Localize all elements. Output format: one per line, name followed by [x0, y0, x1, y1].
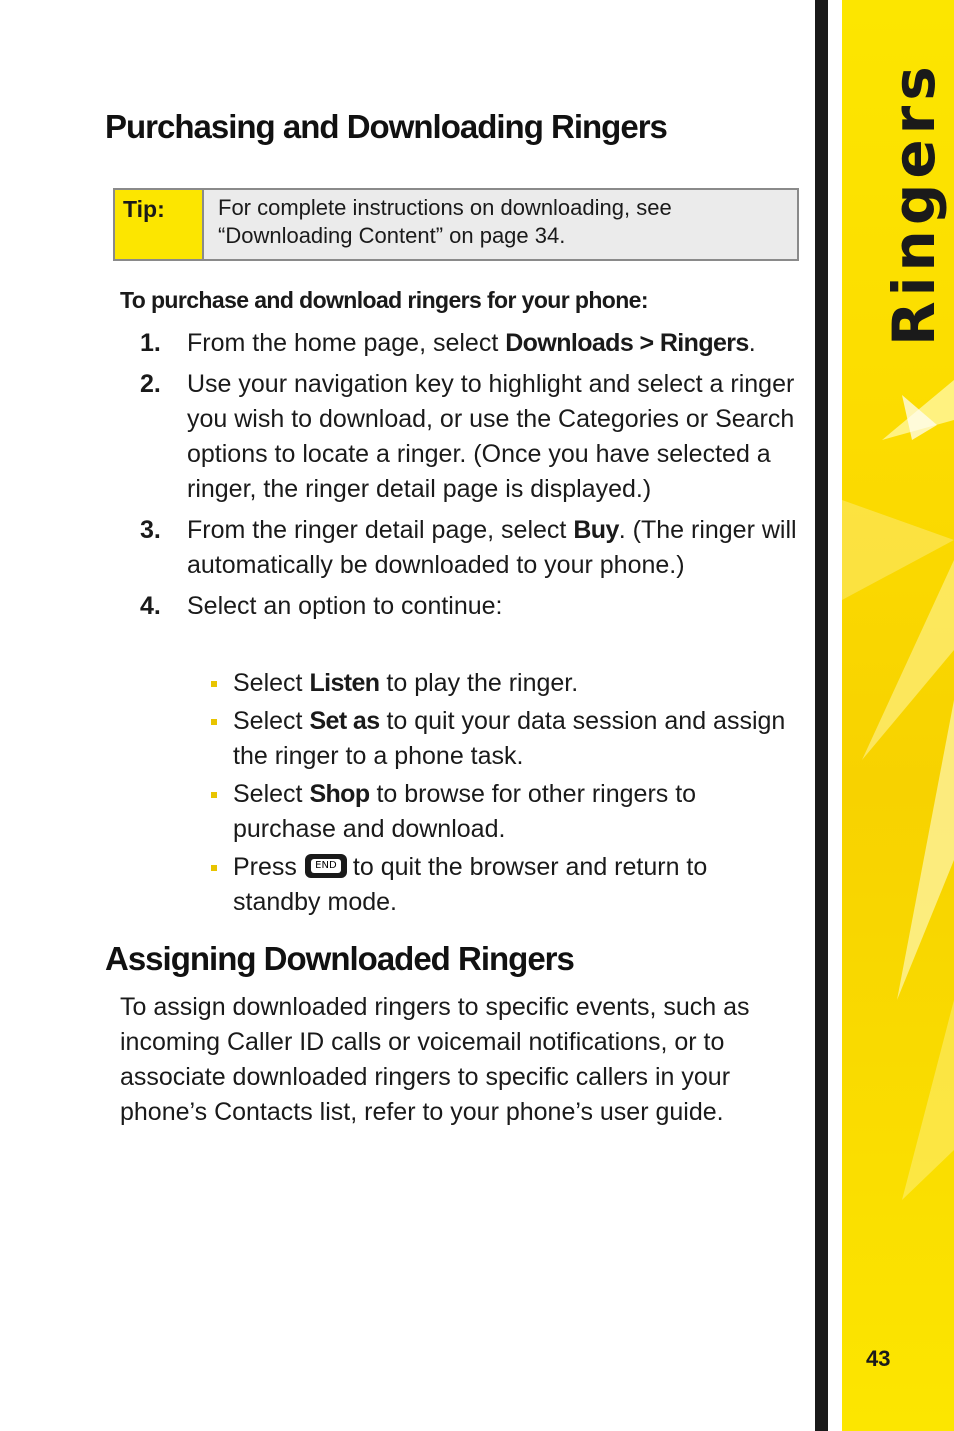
step-number: 4. — [140, 592, 161, 620]
list-item: Select Set as to quit your data session and assign the ringer to a phone task. — [208, 704, 798, 774]
step-number: 3. — [140, 516, 161, 544]
step-number: 2. — [140, 370, 161, 398]
option-name: Set as — [309, 707, 380, 735]
tip-label: Tip: — [115, 190, 204, 259]
step-text: From the ringer detail page, select Buy. (The ringer will automatically be downloaded to your phone.) — [187, 516, 797, 579]
step-item — [140, 513, 800, 583]
end-key-icon: END — [305, 854, 347, 878]
section-heading-purchasing: Purchasing and Downloading Ringers — [105, 108, 667, 145]
list-item: Select Listen to play the ringer. — [208, 666, 798, 701]
step-number: 1. — [140, 329, 161, 357]
procedure-title: To purchase and download ringers for your phone: — [120, 287, 648, 313]
square-bullet-icon — [208, 777, 233, 847]
page-number: 43 — [866, 1346, 891, 1371]
option-name: Shop — [309, 780, 370, 808]
square-bullet-icon — [208, 850, 233, 920]
option-name: Listen — [309, 669, 380, 697]
body-paragraph: To assign downloaded ringers to specific events, such as incoming Caller ID calls or voicemail notifications, or to associate downloaded ringers to specific callers in your phone’s Contacts list, refer to your phone’s user guide. — [120, 993, 750, 1126]
square-bullet-icon — [208, 704, 233, 774]
step-text: From the home page, select Downloads > Ringers. — [187, 329, 756, 357]
options-list — [208, 666, 798, 923]
step-item — [140, 326, 800, 361]
section-heading-assigning: Assigning Downloaded Ringers — [105, 940, 574, 977]
tip-box — [113, 188, 799, 261]
tab-divider — [815, 0, 828, 1431]
square-bullet-icon — [208, 666, 233, 701]
step-item — [140, 367, 800, 507]
step-item — [140, 589, 800, 624]
step-text: Use your navigation key to highlight and select a ringer you wish to download, or use the Categories or Search options to locate a ringer. (Once you have selected a ringer, the ringer detail page is displayed.) — [187, 370, 795, 503]
tip-text: For complete instructions on downloading, see “Downloading Content” on page 34. — [204, 190, 797, 259]
menu-path: Downloads > Ringers — [505, 329, 749, 357]
step-text: Select an option to continue: — [187, 592, 503, 620]
option-name: Buy — [573, 516, 619, 544]
list-item: Select Shop to browse for other ringers to purchase and download. — [208, 777, 798, 847]
list-item: Press END to quit the browser and return to standby mode. — [208, 850, 798, 920]
steps-list — [140, 326, 800, 630]
section-tab-title: Ringers — [880, 61, 948, 346]
